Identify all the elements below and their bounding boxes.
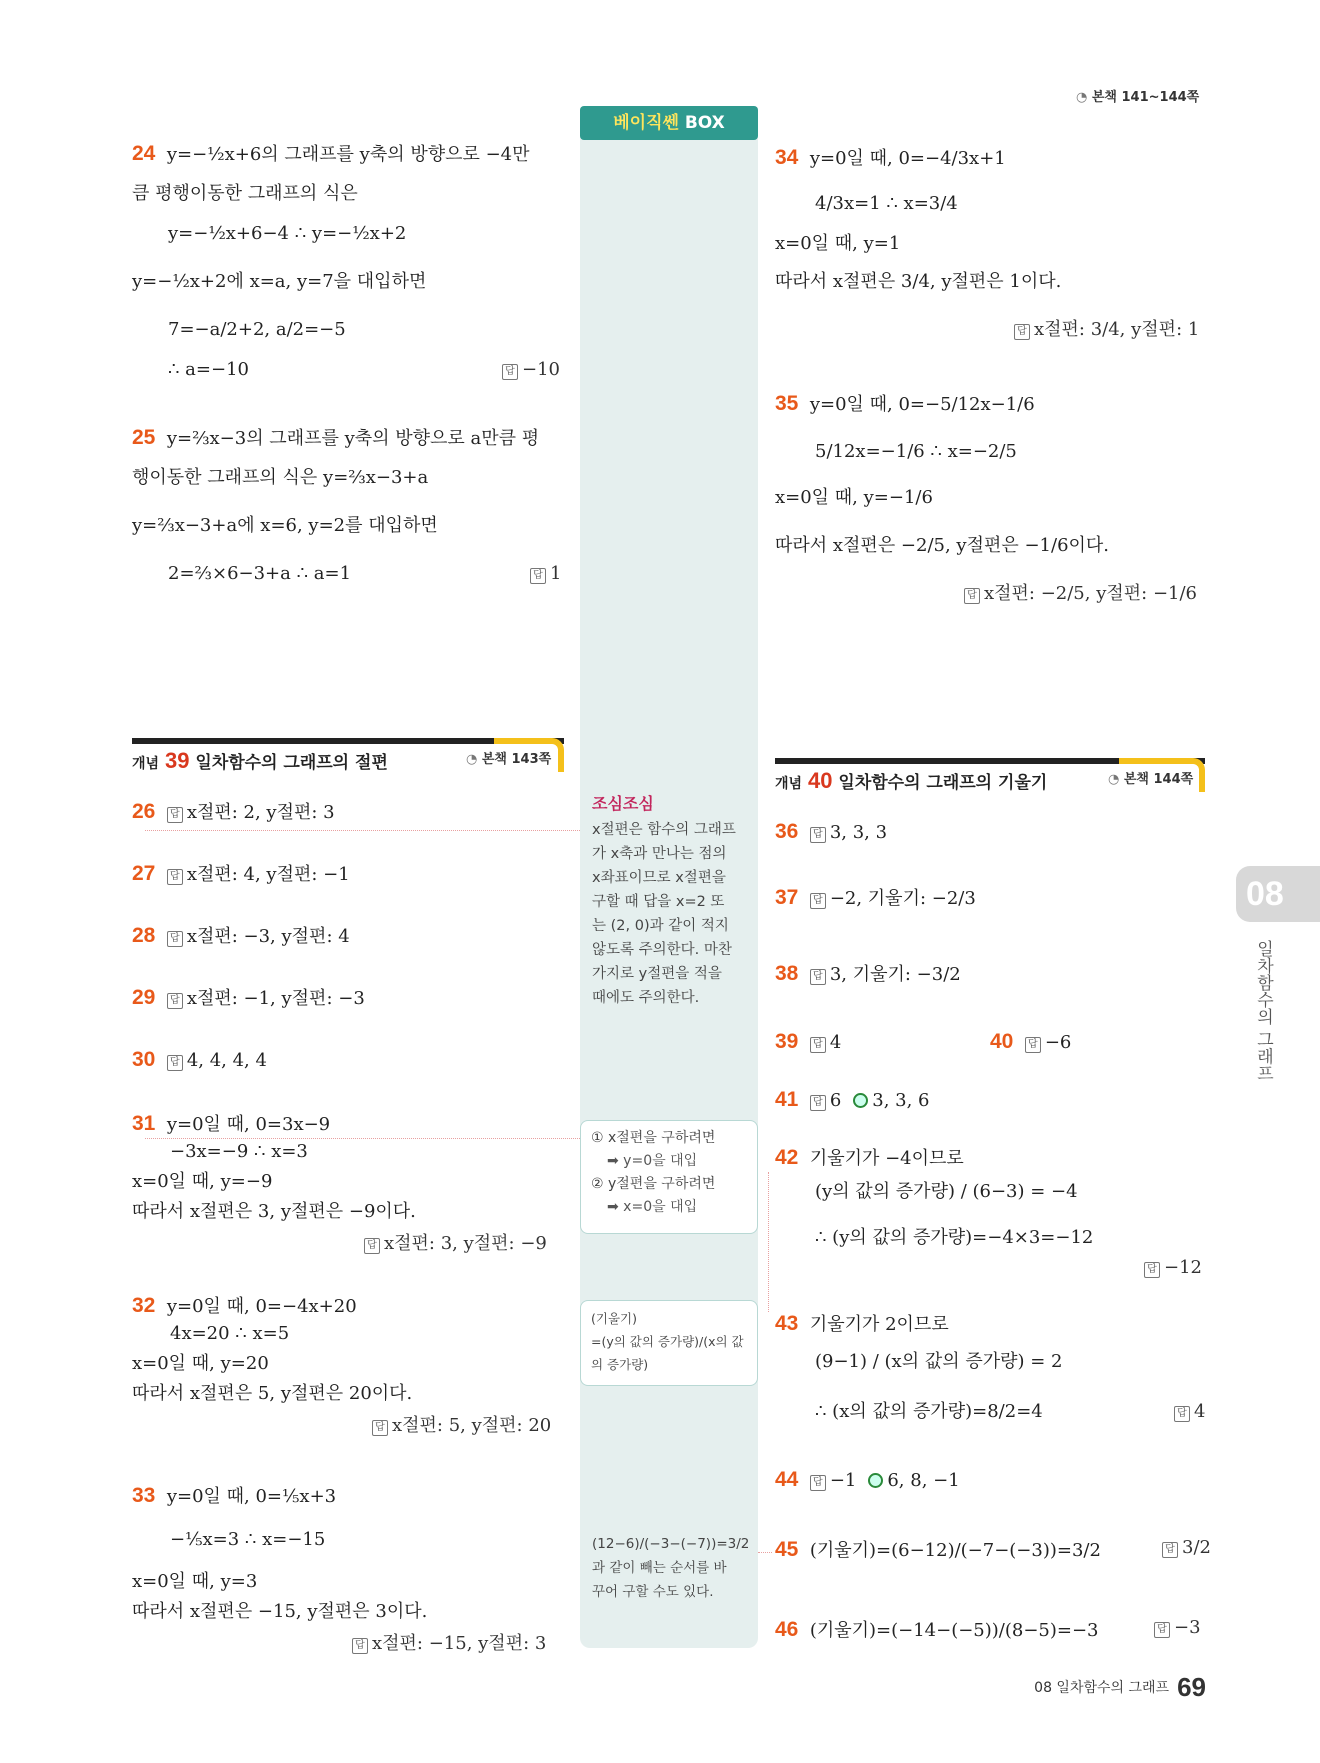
answer-icon: 답 — [167, 869, 183, 885]
answer-icon: 답 — [810, 969, 826, 985]
careful-note: x절편은 함수의 그래프 가 x축과 만나는 점의 x좌표이므로 x절편을 구할 때 답을 x=2 또 는 (2, 0)과 같이 적지 않도록 주의한다. 마찬 가지로 y절편을 적을 때에도 주의한다. — [592, 822, 736, 1006]
problem-30: 30 답 4, 4, 4, 4 — [132, 1048, 267, 1071]
problem-31: 31 y=0일 때, 0=3x−9 — [132, 1112, 331, 1135]
answer-31: 답 x절편: 3, y절편: −9 — [364, 1232, 547, 1255]
answer-icon: 답 — [364, 1238, 380, 1254]
problem-43-line: (9−1) / (x의 값의 증가량) = 2 — [815, 1351, 1063, 1372]
problem-43-line: ∴ (x의 값의 증가량)=8/2=4 — [815, 1401, 1043, 1422]
page-number: 69 — [1177, 1672, 1206, 1702]
problem-24-line: y=−½x+2에 x=a, y=7을 대입하면 — [132, 271, 427, 292]
problem-39: 39 답 4 — [775, 1030, 842, 1053]
problem-36: 36 답 3, 3, 3 — [775, 820, 888, 843]
problem-27: 27 답 x절편: 4, y절편: −1 — [132, 862, 350, 885]
answer-icon: 답 — [810, 1095, 826, 1111]
answer-icon: 답 — [1144, 1262, 1160, 1278]
problem-35: 35 y=0일 때, 0=−5/12x−1/6 — [775, 392, 1035, 415]
problem-24: 24 y=−½x+6의 그래프를 y축의 방향으로 −4만 — [132, 142, 530, 165]
answer-icon: 답 — [1174, 1406, 1190, 1422]
problem-25-line: 행이동한 그래프의 식은 y=⅔x−3+a — [132, 467, 429, 488]
answer-icon: 답 — [1014, 324, 1030, 340]
answer-icon: 답 — [502, 364, 518, 380]
answer-icon: 답 — [964, 588, 980, 604]
problem-46: 46 (기울기)=(−14−(−5))/(8−5)=−3 — [775, 1618, 1099, 1641]
problem-41: 41 답 6 3, 3, 6 — [775, 1088, 930, 1111]
problem-31-line: x=0일 때, y=−9 — [132, 1171, 273, 1192]
section-40-title: 개념 40 일차함수의 그래프의 기울기 — [775, 768, 1048, 793]
slope-formula-box: (기울기) =(y의 값의 증가량)/(x의 값의 증가량) — [580, 1300, 758, 1386]
problem-33-line: 따라서 x절편은 −15, y절편은 3이다. — [132, 1601, 428, 1622]
answer-icon: 답 — [530, 568, 546, 584]
problem-34-line: x=0일 때, y=1 — [775, 233, 901, 254]
answer-icon: 답 — [167, 993, 183, 1009]
intercept-tip-box: ① x절편을 구하려면 ➡ y=0을 대입 ② y절편을 구하려면 ➡ x=0을 대입 — [580, 1120, 758, 1234]
problem-42-line: ∴ (y의 값의 증가량)=−4×3=−12 — [815, 1227, 1094, 1248]
answer-icon: 답 — [167, 807, 183, 823]
problem-25: 25 y=⅔x−3의 그래프를 y축의 방향으로 a만큼 평 — [132, 426, 540, 449]
page-footer: 08 일차함수의 그래프 69 — [1034, 1672, 1206, 1702]
chapter-tab: 08 — [1236, 866, 1320, 922]
problem-29: 29 답 x절편: −1, y절편: −3 — [132, 986, 365, 1009]
answer-icon: 답 — [352, 1638, 368, 1654]
problem-32: 32 y=0일 때, 0=−4x+20 — [132, 1294, 357, 1317]
problem-32-line: 따라서 x절편은 5, y절편은 20이다. — [132, 1383, 413, 1404]
answer-icon: 답 — [1025, 1037, 1041, 1053]
answer-46: 답 −3 — [1154, 1616, 1201, 1639]
magnifier-icon — [868, 1473, 883, 1488]
answer-42: 답 −12 — [1144, 1256, 1202, 1279]
problem-32-line: x=0일 때, y=20 — [132, 1353, 269, 1374]
note-connector — [145, 830, 580, 831]
problem-24-line: ∴ a=−10 — [168, 359, 249, 380]
section-40-ref: ◔ 본책 144쪽 — [1108, 772, 1194, 787]
note-connector — [758, 1552, 772, 1553]
answer-32: 답 x절편: 5, y절편: 20 — [372, 1414, 551, 1437]
problem-31-line: 따라서 x절편은 3, y절편은 −9이다. — [132, 1201, 416, 1222]
problem-35-line: 따라서 x절편은 −2/5, y절편은 −1/6이다. — [775, 535, 1110, 556]
problem-38: 38 답 3, 기울기: −3/2 — [775, 962, 961, 985]
answer-icon: 답 — [372, 1420, 388, 1436]
answer-43: 답 4 — [1174, 1400, 1205, 1423]
problem-37: 37 답 −2, 기울기: −2/3 — [775, 886, 976, 909]
problem-34-line: 4/3x=1 ∴ x=3/4 — [815, 193, 958, 214]
problem-24-line: 7=−a/2+2, a/2=−5 — [168, 319, 346, 340]
problem-42-line: (y의 값의 증가량) / (6−3) = −4 — [815, 1181, 1078, 1202]
magnifier-icon — [853, 1093, 868, 1108]
order-tip-note: (12−6)/(−3−(−7))=3/2 과 같이 빼는 순서를 바 꾸어 구할 수도 있다. — [592, 1536, 750, 1600]
problem-44: 44 답 −1 6, 8, −1 — [775, 1468, 960, 1491]
answer-icon: 답 — [810, 1037, 826, 1053]
section-39-title: 개념 39 일차함수의 그래프의 절편 — [132, 748, 388, 773]
answer-icon: 답 — [810, 1475, 826, 1491]
section-39-ref: ◔ 본책 143쪽 — [466, 752, 552, 767]
problem-35-line: 5/12x=−1/6 ∴ x=−2/5 — [815, 441, 1017, 462]
problem-45: 45 (기울기)=(6−12)/(−7−(−3))=3/2 — [775, 1538, 1101, 1561]
careful-title: 조심조심 — [592, 794, 654, 813]
problem-32-line: 4x=20 ∴ x=5 — [170, 1323, 290, 1344]
problem-34: 34 y=0일 때, 0=−4/3x+1 — [775, 146, 1006, 169]
note-connector — [145, 1138, 580, 1139]
problem-24-line: 큼 평행이동한 그래프의 식은 — [132, 183, 358, 204]
note-connector — [768, 1172, 769, 1312]
answer-33: 답 x절편: −15, y절편: 3 — [352, 1632, 546, 1655]
problem-35-line: x=0일 때, y=−1/6 — [775, 487, 933, 508]
answer-icon: 답 — [167, 931, 183, 947]
answer-45: 답 3/2 — [1162, 1536, 1211, 1559]
problem-25-line: 2=⅔×6−3+a ∴ a=1 — [168, 563, 352, 584]
answer-icon: 답 — [167, 1055, 183, 1071]
answer-icon: 답 — [810, 827, 826, 843]
answer-icon: 답 — [1162, 1542, 1178, 1558]
answer-35: 답 x절편: −2/5, y절편: −1/6 — [964, 582, 1197, 605]
problem-33: 33 y=0일 때, 0=⅕x+3 — [132, 1484, 337, 1507]
answer-34: 답 x절편: 3/4, y절편: 1 — [1014, 318, 1199, 341]
page-reference: ◔ 본책 141~144쪽 — [1076, 90, 1200, 105]
problem-28: 28 답 x절편: −3, y절편: 4 — [132, 924, 350, 947]
problem-26: 26 답 x절편: 2, y절편: 3 — [132, 800, 335, 823]
answer-25: 답 1 — [530, 562, 561, 585]
problem-42: 42 기울기가 −4이므로 — [775, 1146, 964, 1169]
problem-33-line: x=0일 때, y=3 — [132, 1571, 258, 1592]
basic-box-header: 베이직쎈 BOX — [580, 106, 758, 140]
problem-24-line: y=−½x+6−4 ∴ y=−½x+2 — [168, 223, 407, 244]
answer-24: 답 −10 — [502, 358, 560, 381]
problem-40: 40 답 −6 — [990, 1030, 1072, 1053]
answer-icon: 답 — [1154, 1622, 1170, 1638]
problem-43: 43 기울기가 2이므로 — [775, 1312, 949, 1335]
problem-33-line: −⅕x=3 ∴ x=−15 — [170, 1529, 326, 1550]
problem-34-line: 따라서 x절편은 3/4, y절편은 1이다. — [775, 271, 1062, 292]
chapter-label: 일차함수의 그래프 — [1253, 940, 1273, 1082]
problem-31-line: −3x=−9 ∴ x=3 — [170, 1141, 308, 1162]
problem-25-line: y=⅔x−3+a에 x=6, y=2를 대입하면 — [132, 515, 438, 536]
answer-icon: 답 — [810, 893, 826, 909]
